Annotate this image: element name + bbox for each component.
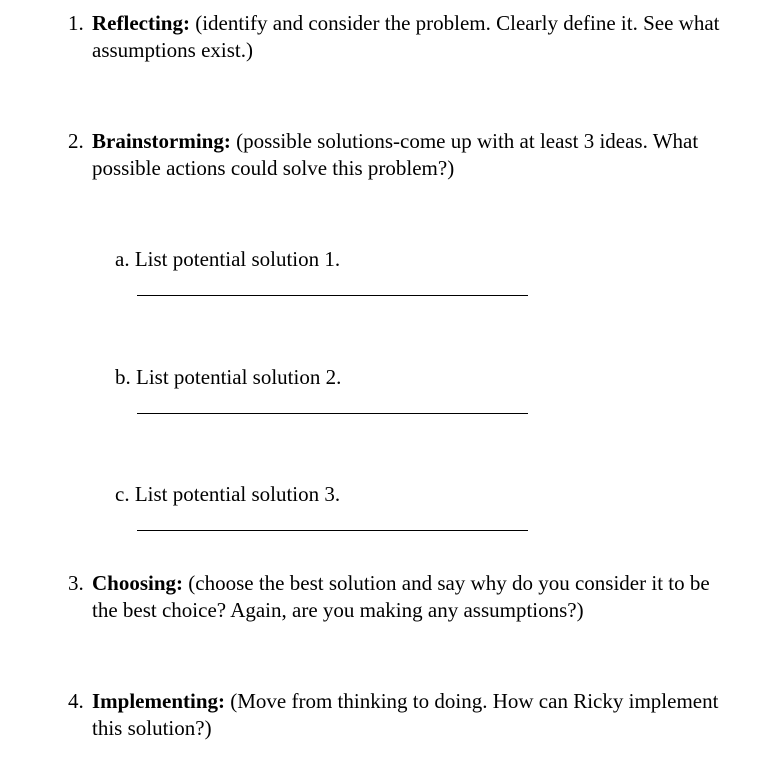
step-description: (Move from thinking to doing. How can Ricky implement this solution?) bbox=[92, 689, 719, 740]
step-number: 1. bbox=[68, 11, 84, 35]
step-number: 4. bbox=[68, 689, 84, 713]
solution-1-answer-line[interactable] bbox=[137, 295, 528, 296]
step-description: (possible solutions-come up with at least 3 ideas. What possible actions could solve this problem?) bbox=[92, 129, 699, 180]
step-text bbox=[92, 570, 728, 624]
step-number: 3. bbox=[68, 571, 84, 595]
step-choosing bbox=[68, 570, 728, 624]
step-heading: Reflecting: bbox=[92, 11, 190, 35]
solution-2-label: b. List potential solution 2. bbox=[115, 365, 342, 389]
step-text bbox=[92, 688, 728, 742]
solution-3-label: c. List potential solution 3. bbox=[115, 482, 341, 506]
solution-3-answer-line[interactable] bbox=[137, 530, 528, 531]
solution-2-answer-line[interactable] bbox=[137, 413, 528, 414]
solution-1-label: a. List potential solution 1. bbox=[115, 247, 341, 271]
step-description: (choose the best solution and say why do you consider it to be the best choice? Again, are you making any assumptions?) bbox=[92, 571, 710, 622]
step-text bbox=[92, 10, 728, 64]
step-description: (identify and consider the problem. Clearly define it. See what assumptions exist.) bbox=[92, 11, 720, 62]
step-heading: Brainstorming: bbox=[92, 129, 231, 153]
step-implementing bbox=[68, 688, 728, 742]
step-heading: Implementing: bbox=[92, 689, 225, 713]
step-brainstorming bbox=[68, 128, 728, 182]
step-text bbox=[92, 128, 728, 182]
step-reflecting bbox=[68, 10, 728, 64]
step-number: 2. bbox=[68, 129, 84, 153]
step-heading: Choosing: bbox=[92, 571, 184, 595]
